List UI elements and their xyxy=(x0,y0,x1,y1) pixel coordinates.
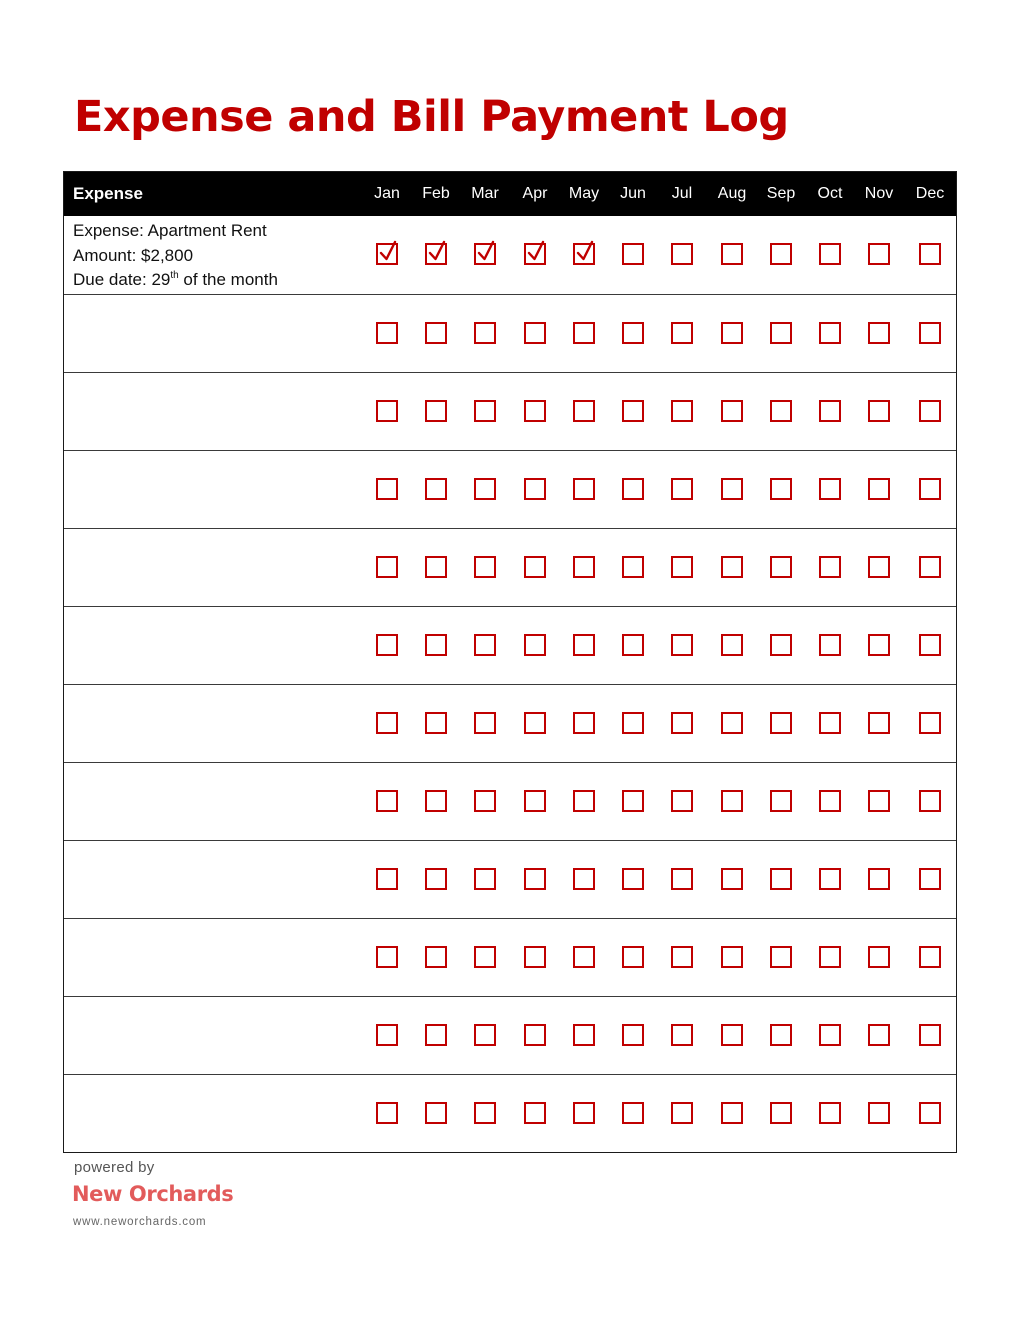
checkbox-icon[interactable] xyxy=(622,400,644,422)
checkbox-icon[interactable] xyxy=(819,868,841,890)
checkbox-icon[interactable] xyxy=(622,322,644,344)
month-header-oct: Oct xyxy=(817,185,843,202)
month-header-aug: Aug xyxy=(717,185,747,202)
checkbox-icon[interactable] xyxy=(474,946,496,968)
expense-name: Expense: Apartment Rent xyxy=(73,221,267,240)
checkbox-icon[interactable] xyxy=(721,946,743,968)
checkbox-icon[interactable] xyxy=(819,1024,841,1046)
month-header-jun: Jun xyxy=(620,185,646,202)
table-body xyxy=(64,216,956,1152)
checkbox-icon[interactable] xyxy=(919,1024,941,1046)
checkbox-icon[interactable] xyxy=(376,400,398,422)
checkbox-icon[interactable] xyxy=(376,478,398,500)
checkbox-icon[interactable] xyxy=(474,322,496,344)
checkbox-icon[interactable] xyxy=(919,556,941,578)
checkbox-icon[interactable] xyxy=(573,1024,595,1046)
checkbox-icon[interactable] xyxy=(819,712,841,734)
checkbox-icon[interactable] xyxy=(622,868,644,890)
checkbox-icon[interactable] xyxy=(622,946,644,968)
checkbox-icon[interactable] xyxy=(573,790,595,812)
table-row xyxy=(64,606,956,684)
checkbox-icon[interactable] xyxy=(919,790,941,812)
checkbox-icon[interactable] xyxy=(474,400,496,422)
checkbox-icon[interactable] xyxy=(671,478,693,500)
checkbox-icon[interactable] xyxy=(721,1102,743,1124)
checkbox-icon[interactable] xyxy=(819,556,841,578)
checkbox-icon[interactable] xyxy=(474,634,496,656)
checkbox-icon[interactable] xyxy=(868,400,890,422)
checkbox-icon[interactable] xyxy=(376,868,398,890)
month-header-may: May xyxy=(568,185,600,202)
checkbox-icon[interactable] xyxy=(622,243,644,265)
checkbox-icon[interactable] xyxy=(425,478,447,500)
checkbox-icon[interactable] xyxy=(573,868,595,890)
checkbox-icon[interactable] xyxy=(819,634,841,656)
month-header-jul: Jul xyxy=(671,185,693,202)
month-header-sep: Sep xyxy=(766,185,796,202)
checkbox-icon[interactable] xyxy=(573,478,595,500)
checkmark-icon xyxy=(575,240,597,264)
checkbox-icon[interactable] xyxy=(622,790,644,812)
checkbox-icon[interactable] xyxy=(671,556,693,578)
checkbox-icon[interactable] xyxy=(573,556,595,578)
checkbox-icon[interactable] xyxy=(376,1102,398,1124)
table-row xyxy=(64,918,956,996)
checkbox-icon[interactable] xyxy=(919,243,941,265)
checkbox-icon[interactable] xyxy=(671,1102,693,1124)
checkbox-icon[interactable] xyxy=(770,946,792,968)
checkbox-icon[interactable] xyxy=(671,790,693,812)
checkbox-icon[interactable] xyxy=(573,946,595,968)
month-header-dec: Dec xyxy=(915,185,945,202)
checkbox-icon[interactable] xyxy=(671,868,693,890)
payment-log-table xyxy=(63,171,957,1153)
checkbox-icon[interactable] xyxy=(524,322,546,344)
expense-amount: Amount: $2,800 xyxy=(73,245,194,265)
checkbox-icon[interactable] xyxy=(425,946,447,968)
checkbox-icon[interactable] xyxy=(671,712,693,734)
checkbox-icon[interactable] xyxy=(573,634,595,656)
table-row xyxy=(64,216,956,294)
checkbox-icon[interactable] xyxy=(622,634,644,656)
checkbox-icon[interactable] xyxy=(671,400,693,422)
checkbox-icon[interactable] xyxy=(919,868,941,890)
checkbox-icon[interactable] xyxy=(770,868,792,890)
checkbox-icon[interactable] xyxy=(868,946,890,968)
checkbox-icon[interactable] xyxy=(721,634,743,656)
checkbox-icon[interactable] xyxy=(919,478,941,500)
checkbox-icon[interactable] xyxy=(524,243,546,265)
checkbox-icon[interactable] xyxy=(573,712,595,734)
checkbox-icon[interactable] xyxy=(919,946,941,968)
checkbox-icon[interactable] xyxy=(770,712,792,734)
checkbox-icon[interactable] xyxy=(868,790,890,812)
month-header-apr: Apr xyxy=(522,185,548,202)
checkbox-icon[interactable] xyxy=(819,478,841,500)
checkbox-icon[interactable] xyxy=(425,243,447,265)
expense-due-date xyxy=(73,268,278,293)
checkbox-icon[interactable] xyxy=(721,712,743,734)
month-header-mar: Mar xyxy=(471,185,499,202)
checkbox-icon[interactable] xyxy=(721,1024,743,1046)
page-title: Expense and Bill Payment Log xyxy=(74,92,789,142)
checkbox-icon[interactable] xyxy=(474,556,496,578)
checkbox-icon[interactable] xyxy=(474,1102,496,1124)
due-date-suffix: of the month xyxy=(178,270,278,289)
checkmark-icon xyxy=(476,240,498,264)
checkbox-icon[interactable] xyxy=(376,1024,398,1046)
checkbox-icon[interactable] xyxy=(868,243,890,265)
checkbox-icon[interactable] xyxy=(573,400,595,422)
checkbox-icon[interactable] xyxy=(425,400,447,422)
checkbox-icon[interactable] xyxy=(770,790,792,812)
table-row xyxy=(64,1074,956,1152)
checkbox-icon[interactable] xyxy=(376,322,398,344)
table-row xyxy=(64,762,956,840)
checkbox-icon[interactable] xyxy=(721,322,743,344)
due-date-prefix: Due date: 29 xyxy=(73,270,171,289)
checkbox-icon[interactable] xyxy=(474,478,496,500)
checkbox-icon[interactable] xyxy=(425,1024,447,1046)
table-row xyxy=(64,840,956,918)
checkmark-icon xyxy=(427,240,449,264)
checkbox-icon[interactable] xyxy=(524,478,546,500)
checkbox-icon[interactable] xyxy=(721,868,743,890)
checkbox-icon[interactable] xyxy=(524,712,546,734)
table-header-row xyxy=(64,172,956,216)
checkbox-icon[interactable] xyxy=(671,322,693,344)
table-row xyxy=(64,996,956,1074)
table-row xyxy=(64,294,956,372)
month-header-jan: Jan xyxy=(374,185,400,202)
due-date-ordinal: th xyxy=(170,270,179,281)
checkbox-icon[interactable] xyxy=(425,790,447,812)
checkbox-icon[interactable] xyxy=(721,790,743,812)
checkbox-icon[interactable] xyxy=(868,1102,890,1124)
powered-by-label: powered by xyxy=(74,1159,155,1176)
checkbox-icon[interactable] xyxy=(919,1102,941,1124)
checkbox-icon[interactable] xyxy=(671,243,693,265)
checkbox-icon[interactable] xyxy=(868,634,890,656)
brand-url: www.neworchards.com xyxy=(73,1216,207,1228)
table-row xyxy=(64,372,956,450)
checkbox-icon[interactable] xyxy=(919,400,941,422)
checkbox-icon[interactable] xyxy=(524,556,546,578)
checkbox-icon[interactable] xyxy=(770,556,792,578)
checkbox-icon[interactable] xyxy=(425,712,447,734)
checkbox-icon[interactable] xyxy=(524,946,546,968)
checkbox-icon[interactable] xyxy=(721,478,743,500)
checkbox-icon[interactable] xyxy=(474,243,496,265)
checkbox-icon[interactable] xyxy=(671,634,693,656)
checkbox-icon[interactable] xyxy=(622,478,644,500)
checkbox-icon[interactable] xyxy=(819,790,841,812)
checkbox-icon[interactable] xyxy=(622,556,644,578)
checkbox-icon[interactable] xyxy=(524,868,546,890)
checkbox-icon[interactable] xyxy=(376,243,398,265)
month-header-nov: Nov xyxy=(864,185,894,202)
checkbox-icon[interactable] xyxy=(524,400,546,422)
checkbox-icon[interactable] xyxy=(819,946,841,968)
checkbox-icon[interactable] xyxy=(376,712,398,734)
checkbox-icon[interactable] xyxy=(770,634,792,656)
table-row xyxy=(64,684,956,762)
checkbox-icon[interactable] xyxy=(770,400,792,422)
checkbox-icon[interactable] xyxy=(770,1024,792,1046)
checkbox-icon[interactable] xyxy=(425,322,447,344)
checkbox-icon[interactable] xyxy=(474,868,496,890)
checkbox-icon[interactable] xyxy=(868,712,890,734)
checkbox-icon[interactable] xyxy=(721,243,743,265)
checkbox-icon[interactable] xyxy=(524,1102,546,1124)
checkbox-icon[interactable] xyxy=(868,556,890,578)
checkbox-icon[interactable] xyxy=(622,1024,644,1046)
checkbox-icon[interactable] xyxy=(376,946,398,968)
expense-column-header: Expense xyxy=(73,184,143,203)
checkmark-icon xyxy=(526,240,548,264)
checkbox-icon[interactable] xyxy=(376,634,398,656)
checkbox-icon[interactable] xyxy=(376,556,398,578)
checkbox-icon[interactable] xyxy=(622,1102,644,1124)
month-header-feb: Feb xyxy=(422,185,450,202)
checkbox-icon[interactable] xyxy=(474,1024,496,1046)
checkbox-icon[interactable] xyxy=(819,322,841,344)
checkbox-icon[interactable] xyxy=(868,1024,890,1046)
checkbox-icon[interactable] xyxy=(671,1024,693,1046)
checkbox-icon[interactable] xyxy=(770,322,792,344)
checkbox-icon[interactable] xyxy=(919,712,941,734)
checkbox-icon[interactable] xyxy=(622,712,644,734)
checkbox-icon[interactable] xyxy=(721,400,743,422)
checkbox-icon[interactable] xyxy=(573,243,595,265)
checkbox-icon[interactable] xyxy=(919,634,941,656)
checkbox-icon[interactable] xyxy=(770,1102,792,1124)
checkbox-icon[interactable] xyxy=(671,946,693,968)
checkbox-icon[interactable] xyxy=(868,868,890,890)
checkbox-icon[interactable] xyxy=(819,400,841,422)
checkbox-icon[interactable] xyxy=(819,243,841,265)
checkbox-icon[interactable] xyxy=(425,556,447,578)
checkbox-icon[interactable] xyxy=(573,322,595,344)
table-row xyxy=(64,528,956,606)
expense-details xyxy=(73,219,278,293)
checkbox-icon[interactable] xyxy=(524,1024,546,1046)
checkbox-icon[interactable] xyxy=(524,634,546,656)
checkbox-icon[interactable] xyxy=(524,790,546,812)
checkbox-icon[interactable] xyxy=(919,322,941,344)
checkbox-icon[interactable] xyxy=(376,790,398,812)
checkbox-icon[interactable] xyxy=(868,322,890,344)
checkbox-icon[interactable] xyxy=(425,1102,447,1124)
table-row xyxy=(64,450,956,528)
checkmark-icon xyxy=(378,240,400,264)
checkbox-icon[interactable] xyxy=(721,556,743,578)
checkbox-icon[interactable] xyxy=(425,634,447,656)
checkbox-icon[interactable] xyxy=(474,712,496,734)
checkbox-icon[interactable] xyxy=(770,243,792,265)
checkbox-icon[interactable] xyxy=(474,790,496,812)
checkbox-icon[interactable] xyxy=(425,868,447,890)
checkbox-icon[interactable] xyxy=(573,1102,595,1124)
checkbox-icon[interactable] xyxy=(770,478,792,500)
checkbox-icon[interactable] xyxy=(819,1102,841,1124)
checkbox-icon[interactable] xyxy=(868,478,890,500)
brand-logo: New Orchards xyxy=(72,1182,234,1206)
